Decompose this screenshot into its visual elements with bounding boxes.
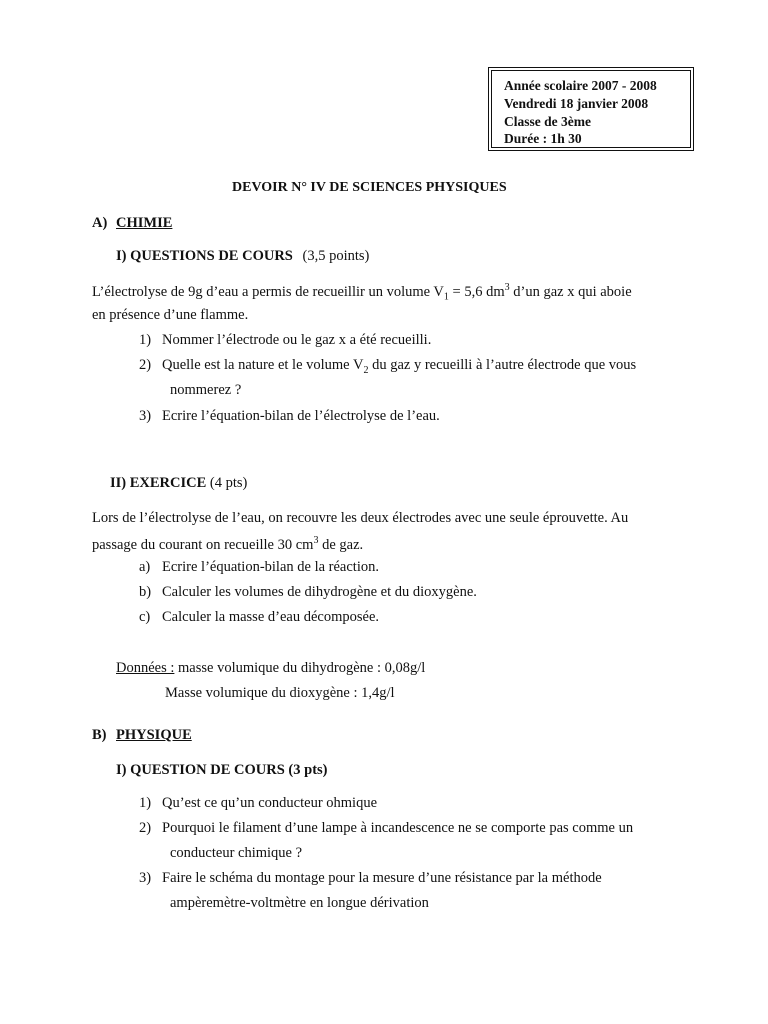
q-a1-3-num: 3)	[139, 408, 152, 424]
part-a2-intro-line2	[92, 535, 363, 554]
part-a2-heading-line	[110, 475, 247, 492]
part-a2-points: (4 pts)	[209, 475, 248, 491]
q-b1-1: Qu’est ce qu’un conducteur ohmique	[162, 795, 378, 811]
q-b1-3-num: 3)	[139, 870, 152, 886]
exam-date: Vendredi 18 janvier 2008	[504, 96, 649, 111]
part-a1-intro-line2: en présence d’une flamme.	[92, 307, 249, 323]
q-a2-c-label: c)	[139, 609, 151, 625]
q-a2-a: Ecrire l’équation-bilan de la réaction.	[162, 559, 379, 575]
intro-text-c: d’un gaz x qui aboie	[509, 283, 632, 300]
section-a-letter: A)	[92, 215, 108, 231]
q-a1-2-line2: nommerez ?	[170, 382, 242, 398]
section-b-letter: B)	[92, 727, 107, 743]
part-a2-intro-text-b: de gaz.	[318, 536, 364, 553]
data-oxygen: Masse volumique du dioxygène : 1,4g/l	[165, 685, 395, 701]
header-info-box	[488, 67, 694, 151]
part-a2-intro-line1: Lors de l’électrolyse de l’eau, on recouvre les deux électrodes avec une seule éprouvette. Au	[92, 510, 629, 526]
q-a1-3: Ecrire l’équation-bilan de l’électrolyse de l’eau.	[162, 408, 440, 424]
part-a1-points: (3,5 points)	[302, 248, 370, 264]
section-a-title: CHIMIE	[116, 215, 173, 231]
part-a1-heading: I) QUESTIONS DE COURS	[116, 248, 293, 264]
intro-text-a: L’électrolyse de 9g d’eau a permis de recueillir un volume V	[92, 283, 444, 300]
q-a2-b-label: b)	[139, 584, 152, 600]
q-a2-a-label: a)	[139, 559, 151, 575]
q-b1-3-line2: ampèremètre-voltmètre en longue dérivation	[170, 895, 429, 911]
q-b1-2-num: 2)	[139, 820, 152, 836]
part-a1-intro	[92, 282, 632, 303]
data-hydrogen: masse volumique du dihydrogène : 0,08g/l	[174, 660, 426, 676]
q-a1-1: Nommer l’électrode ou le gaz x a été recueilli.	[162, 332, 432, 348]
q-a1-2	[162, 357, 636, 376]
q-a1-2-num: 2)	[139, 357, 152, 373]
intro-sup: 3	[504, 282, 510, 293]
part-a2-intro-sup: 3	[313, 535, 319, 546]
q-b1-3: Faire le schéma du montage pour la mesure d’une résistance par la méthode	[162, 870, 602, 886]
q-a2-b: Calculer les volumes de dihydrogène et du dioxygène.	[162, 584, 477, 600]
exam-duration: Durée : 1h 30	[504, 131, 582, 146]
intro-text-b: = 5,6 dm	[448, 283, 505, 300]
section-b-title: PHYSIQUE	[116, 727, 192, 743]
q-a1-2-sub: 2	[363, 364, 369, 376]
part-a1-heading-line	[116, 248, 369, 265]
part-a2-intro-text-a: passage du courant on recueille 30 cm	[92, 536, 314, 553]
q-a1-1-num: 1)	[139, 332, 152, 348]
q-a2-c: Calculer la masse d’eau décomposée.	[162, 609, 380, 625]
data-line-1	[116, 660, 425, 677]
page-title: DEVOIR N° IV DE SCIENCES PHYSIQUES	[232, 180, 507, 195]
q-b1-1-num: 1)	[139, 795, 152, 811]
q-b1-2: Pourquoi le filament d’une lampe à incandescence ne se comporte pas comme un	[162, 820, 634, 836]
q-a1-2-text-b: du gaz y recueilli à l’autre électrode que vous	[368, 357, 637, 373]
part-b1-heading: I) QUESTION DE COURS (3 pts)	[116, 762, 328, 778]
intro-sub: 1	[443, 291, 449, 303]
part-a2-heading: II) EXERCICE	[110, 475, 207, 491]
q-a1-2-text-a: Quelle est la nature et le volume V	[162, 357, 364, 373]
q-b1-2-line2: conducteur chimique ?	[170, 845, 303, 861]
data-label: Données :	[116, 660, 175, 676]
school-year: Année scolaire 2007 - 2008	[504, 78, 657, 93]
class-level: Classe de 3ème	[504, 114, 591, 129]
